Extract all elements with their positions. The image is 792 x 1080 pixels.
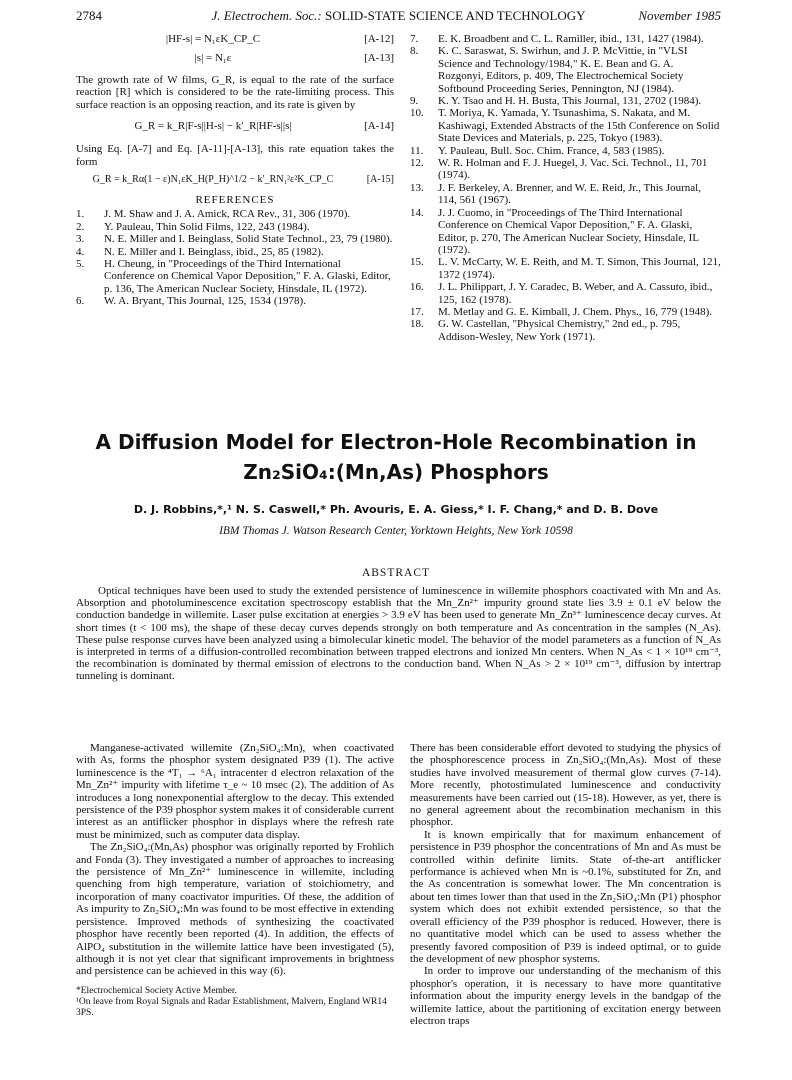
affiliation: IBM Thomas J. Watson Research Center, Yorktown Heights, New York 10598 <box>219 525 573 537</box>
author-list: D. J. Robbins,*,¹ N. S. Caswell,* Ph. Avouris, E. A. Giess,* I. F. Chang,* and D. B. Dove <box>133 503 659 516</box>
equation-number: [A-13] <box>364 52 394 64</box>
body-paragraph: Manganese-activated willemite (Zn₂SiO₄:Mn), when coactivated with As, forms the phosphor system designated P39 (1). The active luminescence is the ⁴T₁ → ⁶A₁ intracenter d electron relaxation of the Mn_Zn²⁺ impurity with lifetime τ_e ~ 10 msec (2). The addition of As introduces a long nonexponential afterglow to the decay. This extended persistence of the P39 phosphor system makes it of considerable current interest as an antiflicker phosphor in displays where the refresh rate must be minimized, such as computer data display. <box>76 742 394 841</box>
reference-text: G. W. Castellan, "Physical Chemistry," 2nd ed., p. 795, Addison-Wesley, New York (1971). <box>438 318 681 343</box>
reference-number: 13. <box>410 181 424 194</box>
reference-entry <box>410 157 721 182</box>
reference-number: 16. <box>410 281 424 294</box>
reference-entry <box>410 145 721 157</box>
reference-entry <box>76 208 394 220</box>
footnote-member: *Electrochemical Society Active Member. <box>76 985 237 996</box>
reference-text: L. V. McCarty, W. E. Reith, and M. T. Simon, This Journal, 121, 1372 (1974). <box>438 256 721 281</box>
reference-number: 7. <box>410 33 419 45</box>
body-paragraph: The Zn₂SiO₄:(Mn,As) phosphor was originally reported by Frohlich and Fonda (3). They investigated a number of approaches to increasing the persistence of Mn_Zn²⁺ luminescence in willemite, including quenching from high temperature, variation of stoichiometry, and incorporation of many coactivator impurities. Of these, the addition of As impurity to Zn₂SiO₄:Mn was found to be most effective in extending persistence. Improved methods of synthesizing the coactivated phosphor have recently been reported (4). In addition, the effects of AlPO₄ substitution in the willemite lattice have been investigated (5), although it is not yet clear that significant improvements in brightness and persistence can be achieved in this way (6). <box>76 841 394 978</box>
reference-text: Y. Pauleau, Bull. Soc. Chim. France, 4, 583 (1985). <box>438 144 665 157</box>
article-title-line1: A Diffusion Model for Electron-Hole Recombination in <box>95 430 697 454</box>
reference-entry <box>410 256 721 281</box>
footnote-leave: ¹On leave from Royal Signals and Radar Establishment, Malvern, England WR14 3PS. <box>76 996 387 1018</box>
reference-text: H. Cheung, in "Proceedings of the Third International Conference on Chemical Vapor Deposition," F. A. Glaski, Editor, p. 136, The American Nuclear Society, Hinsdale, IL (1972). <box>104 258 391 295</box>
references-right-column <box>410 33 721 343</box>
reference-text: Y. Pauleau, Thin Solid Films, 122, 243 (1984). <box>104 220 310 233</box>
reference-number: 9. <box>410 95 419 108</box>
reference-number: 4. <box>76 245 85 258</box>
reference-number: 6. <box>76 295 85 308</box>
abstract-text: Optical techniques have been used to study the extended persistence of luminescence in willemite phosphors coactivated with Mn and As. Absorption and photoluminescence excitation spectroscopy establish that the Mn_Zn²⁺ impurity ground state lies 3.9 ± 0.1 eV below the conduction bandedge in willemite. Laser pulse excitation at energies > 3.9 eV has been used to generate Mn_Zn³⁺ luminescence decay curves. At short times (t < 100 ms), the shape of these decay curves depends strongly on both temperature and As concentration in the samples (N_As). These pulse response curves have been analyzed using a bimolecular kinetic model. The behavior of the model parameters as a function of N_As is interpreted in terms of a diffusion-controlled recombination between trapped electrons and ionized Mn centers. When N_As < 1 × 10¹⁹ cm⁻³, the recombination is dominated by thermal emission of electrons to the conduction band. When N_As > 2 × 10¹⁹ cm⁻³, diffusion by intertrap tunneling is dominant. <box>76 585 721 683</box>
reference-entry <box>410 207 721 257</box>
journal-name <box>76 8 721 24</box>
reference-entry <box>410 95 721 107</box>
equation-formula: |HF-s| = N₁εK_CP_C <box>165 33 261 45</box>
equation-number: [A-15] <box>366 174 394 186</box>
reference-text: W. R. Holman and F. J. Huegel, J. Vac. Sci. Technol., 11, 701 (1974). <box>438 157 708 182</box>
body-right-column <box>410 742 721 1027</box>
reference-number: 12. <box>410 157 424 170</box>
reference-text: T. Moriya, K. Yamada, Y. Tsunashima, S. Nakata, and M. Kashiwagi, Extended Abstracts of the 15th Conference on Solid State Devices and Materials, p. 225, Tokyo (1983). <box>438 107 720 145</box>
reference-number: 17. <box>410 305 424 318</box>
journal-section: SOLID-STATE SCIENCE AND TECHNOLOGY <box>325 8 586 23</box>
references-heading: REFERENCES <box>195 194 275 207</box>
reference-text: K. C. Saraswat, S. Swirhun, and J. P. McVittie, in "VLSI Science and Technology/1984," K. E. Bean and G. A. Rozgonyi, Editors, p. 409, The Electrochemical Society Softbound Proceeding Series, Pennington, NJ (1984). <box>438 45 688 95</box>
reference-text: J. L. Philippart, J. Y. Caradec, B. Weber, and A. Cassuto, ibid., 125, 162 (1978). <box>438 281 713 306</box>
reference-number: 8. <box>410 45 419 58</box>
body-paragraph: It is known empirically that for maximum enhancement of persistence in P39 phosphor the concentrations of Mn and As must be controlled within definite limits. State of-the-art antiflicker performance is achieved when Mn is ~0.1%, substituted for Zn, and the As concentration is somewhat lower. The Mn concentration is about ten times lower than that used in the Zn₂SiO₄:Mn (P1) phosphor system which does not exhibit extended persistence, so that the overall efficiency of the P39 phosphor is reduced. However, there is no quantitative model which can be used to assess whether the presently favored composition of P39 is indeed optimal, or to guide the development of new phosphor systems. <box>410 828 721 965</box>
reference-text: N. E. Miller and I. Beinglass, ibid., 25, 85 (1982). <box>104 245 324 258</box>
reference-entry <box>410 281 721 306</box>
reference-number: 10. <box>410 107 424 120</box>
equation-a13 <box>76 52 394 66</box>
reference-number: 3. <box>76 233 85 246</box>
abstract-heading: ABSTRACT <box>361 567 431 579</box>
reference-number: 2. <box>76 220 85 233</box>
equation-formula: G_R = k_Rα(1 − ε)N₁εK_H(P_H)^1/2 − k′_RN₁²ε²K_CP_C <box>92 174 334 186</box>
reference-entry <box>410 45 721 95</box>
equation-a15 <box>76 174 394 188</box>
appendix-paragraph: Using Eq. [A-7] and Eq. [A-11]-[A-13], this rate equation takes the form <box>76 143 394 168</box>
footnotes <box>76 986 394 1019</box>
equation-formula: |s| = N₁ε <box>194 52 232 64</box>
reference-entry <box>76 295 394 307</box>
issue-date: November 1985 <box>638 8 721 23</box>
appendix-paragraph: The growth rate of W films, G_R, is equal to the rate of the surface reaction [R] which is considered to be the rate-limiting process. This surface reaction is an opposing reaction, and its rate is given by <box>76 74 394 111</box>
reference-text: E. K. Broadbent and C. L. Ramiller, ibid., 131, 1427 (1984). <box>438 33 704 45</box>
reference-entry <box>410 306 721 318</box>
reference-entry <box>76 246 394 258</box>
equation-formula: G_R = k_R|F-s||H-s| − k′_R|HF-s||s| <box>134 120 292 133</box>
body-paragraph: There has been considerable effort devoted to studying the physics of the phosphorescence process in Zn₂SiO₄:(Mn,As). Most of these studies have involved measurement of thermal glow curves (7-14). More recently, photostimulated luminescence and conductivity measurements have been carried out (15-18). However, as yet, there is no general agreement about the recombination mechanism in this phosphor. <box>410 742 721 829</box>
journal-title: J. Electrochem. Soc.: <box>211 8 322 23</box>
appendix-left-column <box>76 33 394 308</box>
reference-text: W. A. Bryant, This Journal, 125, 1534 (1978). <box>104 295 306 308</box>
reference-text: M. Metlay and G. E. Kimball, J. Chem. Phys., 16, 779 (1948). <box>438 305 713 318</box>
body-left-column <box>76 742 394 1019</box>
equation-number: [A-12] <box>364 33 394 45</box>
reference-number: 11. <box>410 144 424 157</box>
reference-entry <box>410 107 721 144</box>
reference-entry <box>76 258 394 295</box>
reference-text: J. J. Cuomo, in "Proceedings of The Third International Conference on Chemical Vapor Deposition," F. A. Glaski, Editor, p. 270, The American Nuclear Society, Hinsdale, IL (1972). <box>438 206 699 256</box>
reference-number: 5. <box>76 258 85 271</box>
reference-text: J. F. Berkeley, A. Brenner, and W. E. Reid, Jr., This Journal, 114, 561 (1967). <box>438 181 701 207</box>
reference-entry <box>410 33 721 45</box>
body-right-paragraphs <box>410 742 721 1027</box>
reference-entry <box>76 233 394 245</box>
reference-number: 14. <box>410 206 424 219</box>
equation-number: [A-14] <box>364 120 394 133</box>
body-paragraph: In order to improve our understanding of the mechanism of this phosphor's operation, it is necessary to have more quantitative information about the impurity energy levels in the bandgap of the willemite lattice, about the partitioning of excitation energy between electron traps <box>410 965 721 1027</box>
references-list-right <box>410 33 721 343</box>
page-number: 2784 <box>76 8 102 23</box>
references-list-left <box>76 208 394 307</box>
reference-text: J. M. Shaw and J. A. Amick, RCA Rev., 31, 306 (1970). <box>104 208 351 221</box>
body-left-paragraphs <box>76 742 394 978</box>
equation-a14 <box>76 120 394 134</box>
reference-text: N. E. Miller and I. Beinglass, Solid State Technol., 23, 79 (1980). <box>104 233 393 246</box>
reference-entry <box>410 182 721 207</box>
reference-number: 15. <box>410 256 424 269</box>
reference-number: 1. <box>76 208 85 221</box>
equation-a12 <box>76 33 394 47</box>
reference-text: K. Y. Tsao and H. H. Busta, This Journal, 131, 2702 (1984). <box>438 95 702 108</box>
article-title-line2: Zn₂SiO₄:(Mn,As) Phosphors <box>243 460 549 484</box>
reference-number: 18. <box>410 318 424 331</box>
reference-entry <box>410 318 721 343</box>
reference-entry <box>76 221 394 233</box>
